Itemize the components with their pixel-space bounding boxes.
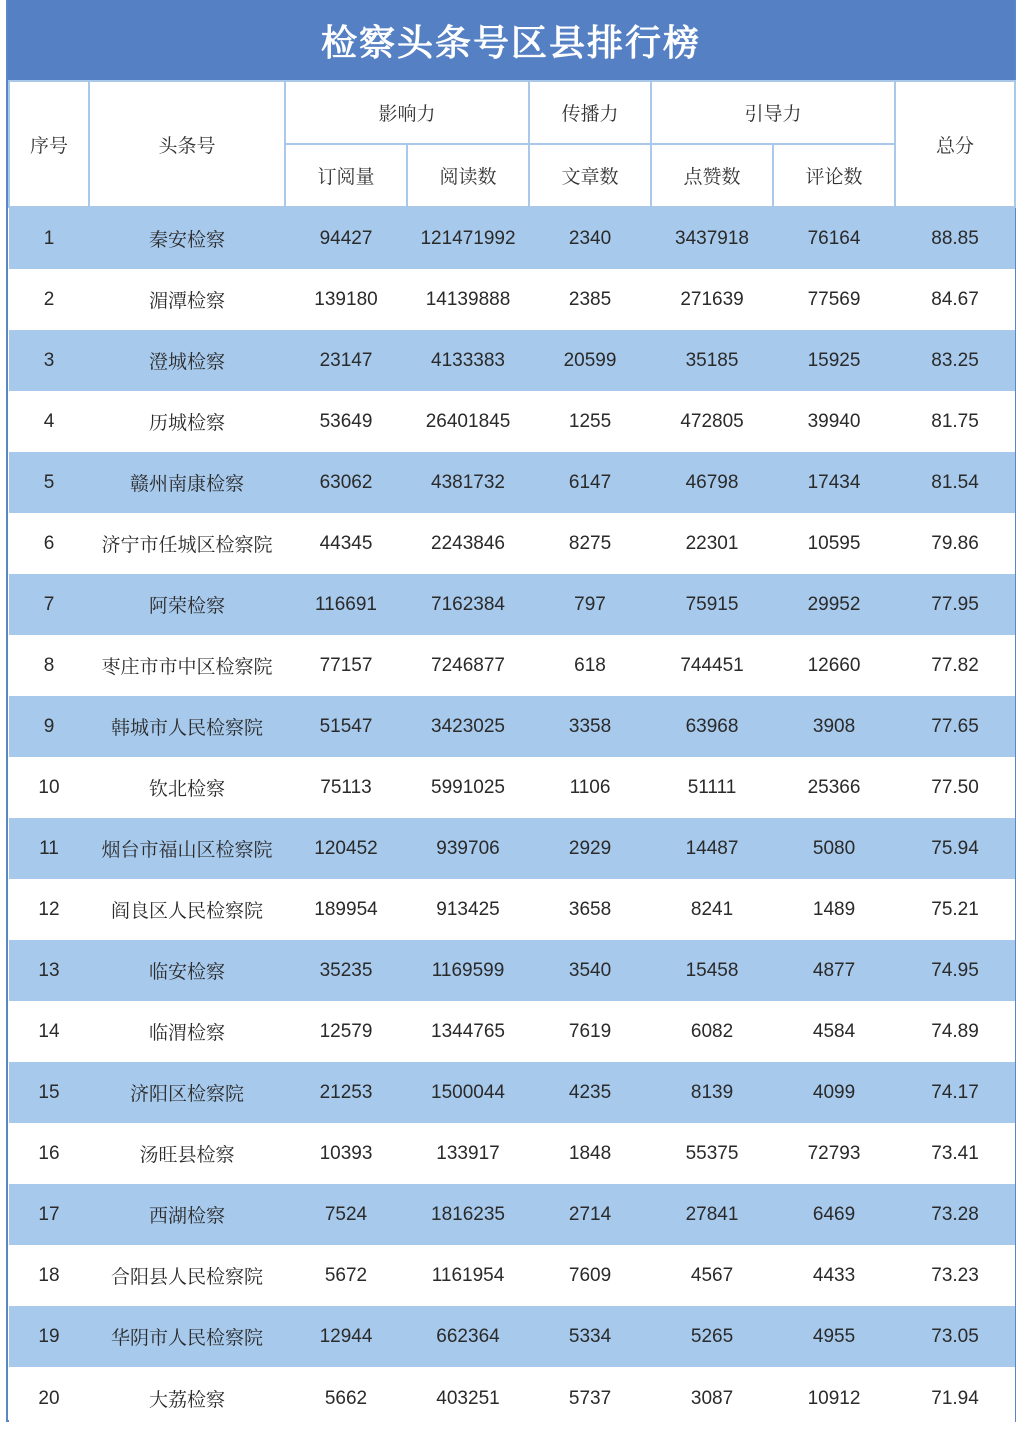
rank-cell: 6: [9, 513, 89, 574]
articles-cell: 1848: [529, 1123, 651, 1184]
articles-cell: 1106: [529, 757, 651, 818]
articles-cell: 7609: [529, 1245, 651, 1306]
total-score-cell: 83.25: [895, 330, 1015, 391]
account-name-cell: 临安检察: [89, 940, 285, 1001]
rank-cell: 18: [9, 1245, 89, 1306]
table-row: [9, 1306, 1015, 1367]
subscriptions-cell: 77157: [285, 635, 407, 696]
rank-cell: 2: [9, 269, 89, 330]
account-name-cell: 阿荣检察: [89, 574, 285, 635]
comments-cell: 6469: [773, 1184, 895, 1245]
subscriptions-cell: 120452: [285, 818, 407, 879]
header-comments: 评论数: [773, 144, 895, 207]
total-score-cell: 73.23: [895, 1245, 1015, 1306]
reads-cell: 1169599: [407, 940, 529, 1001]
table-row: [9, 452, 1015, 513]
subscriptions-cell: 5662: [285, 1367, 407, 1430]
header-likes: 点赞数: [651, 144, 773, 207]
likes-cell: 14487: [651, 818, 773, 879]
comments-cell: 12660: [773, 635, 895, 696]
account-name-cell: 西湖检察: [89, 1184, 285, 1245]
account-name-cell: 大荔检察: [89, 1367, 285, 1430]
subscriptions-cell: 7524: [285, 1184, 407, 1245]
rank-cell: 1: [9, 207, 89, 269]
table-row: [9, 696, 1015, 757]
rank-cell: 11: [9, 818, 89, 879]
account-name-cell: 烟台市福山区检察院: [89, 818, 285, 879]
comments-cell: 17434: [773, 452, 895, 513]
ranking-table: [8, 80, 1016, 1430]
reads-cell: 2243846: [407, 513, 529, 574]
subscriptions-cell: 63062: [285, 452, 407, 513]
account-name-cell: 汤旺县检察: [89, 1123, 285, 1184]
subscriptions-cell: 53649: [285, 391, 407, 452]
total-score-cell: 81.75: [895, 391, 1015, 452]
likes-cell: 6082: [651, 1001, 773, 1062]
comments-cell: 77569: [773, 269, 895, 330]
total-score-cell: 73.05: [895, 1306, 1015, 1367]
likes-cell: 4567: [651, 1245, 773, 1306]
reads-cell: 4133383: [407, 330, 529, 391]
header-subscriptions: 订阅量: [285, 144, 407, 207]
comments-cell: 4584: [773, 1001, 895, 1062]
reads-cell: 7162384: [407, 574, 529, 635]
reads-cell: 133917: [407, 1123, 529, 1184]
rank-cell: 7: [9, 574, 89, 635]
subscriptions-cell: 94427: [285, 207, 407, 269]
comments-cell: 72793: [773, 1123, 895, 1184]
total-score-cell: 75.21: [895, 879, 1015, 940]
reads-cell: 662364: [407, 1306, 529, 1367]
table-row: [9, 513, 1015, 574]
subscriptions-cell: 51547: [285, 696, 407, 757]
likes-cell: 5265: [651, 1306, 773, 1367]
subscriptions-cell: 189954: [285, 879, 407, 940]
subscriptions-cell: 35235: [285, 940, 407, 1001]
articles-cell: 3540: [529, 940, 651, 1001]
comments-cell: 39940: [773, 391, 895, 452]
total-score-cell: 74.17: [895, 1062, 1015, 1123]
subscriptions-cell: 139180: [285, 269, 407, 330]
likes-cell: 472805: [651, 391, 773, 452]
subscriptions-cell: 12579: [285, 1001, 407, 1062]
likes-cell: 3437918: [651, 207, 773, 269]
rank-cell: 17: [9, 1184, 89, 1245]
total-score-cell: 79.86: [895, 513, 1015, 574]
likes-cell: 63968: [651, 696, 773, 757]
account-name-cell: 阎良区人民检察院: [89, 879, 285, 940]
subscriptions-cell: 116691: [285, 574, 407, 635]
account-name-cell: 济阳区检察院: [89, 1062, 285, 1123]
header-guidance: 引导力: [651, 81, 895, 144]
articles-cell: 8275: [529, 513, 651, 574]
rank-cell: 9: [9, 696, 89, 757]
table-row: [9, 757, 1015, 818]
comments-cell: 15925: [773, 330, 895, 391]
account-name-cell: 赣州南康检察: [89, 452, 285, 513]
table-row: [9, 391, 1015, 452]
likes-cell: 27841: [651, 1184, 773, 1245]
account-name-cell: 秦安检察: [89, 207, 285, 269]
account-name-cell: 枣庄市市中区检察院: [89, 635, 285, 696]
table-row: [9, 1062, 1015, 1123]
comments-cell: 76164: [773, 207, 895, 269]
table-row: [9, 1367, 1015, 1430]
articles-cell: 2340: [529, 207, 651, 269]
comments-cell: 4433: [773, 1245, 895, 1306]
account-name-cell: 湄潭检察: [89, 269, 285, 330]
comments-cell: 29952: [773, 574, 895, 635]
reads-cell: 913425: [407, 879, 529, 940]
likes-cell: 271639: [651, 269, 773, 330]
table-row: [9, 574, 1015, 635]
table-body: [9, 207, 1015, 1430]
total-score-cell: 74.95: [895, 940, 1015, 1001]
header-articles: 文章数: [529, 144, 651, 207]
comments-cell: 25366: [773, 757, 895, 818]
header-name: 头条号: [89, 81, 285, 207]
subscriptions-cell: 5672: [285, 1245, 407, 1306]
reads-cell: 4381732: [407, 452, 529, 513]
subscriptions-cell: 23147: [285, 330, 407, 391]
articles-cell: 1255: [529, 391, 651, 452]
rank-cell: 3: [9, 330, 89, 391]
likes-cell: 46798: [651, 452, 773, 513]
total-score-cell: 88.85: [895, 207, 1015, 269]
reads-cell: 403251: [407, 1367, 529, 1430]
likes-cell: 744451: [651, 635, 773, 696]
comments-cell: 3908: [773, 696, 895, 757]
reads-cell: 14139888: [407, 269, 529, 330]
rank-cell: 15: [9, 1062, 89, 1123]
articles-cell: 3658: [529, 879, 651, 940]
account-name-cell: 临渭检察: [89, 1001, 285, 1062]
articles-cell: 4235: [529, 1062, 651, 1123]
total-score-cell: 81.54: [895, 452, 1015, 513]
account-name-cell: 韩城市人民检察院: [89, 696, 285, 757]
ranking-panel: [6, 0, 1016, 1422]
rank-cell: 14: [9, 1001, 89, 1062]
reads-cell: 7246877: [407, 635, 529, 696]
articles-cell: 797: [529, 574, 651, 635]
subscriptions-cell: 44345: [285, 513, 407, 574]
comments-cell: 4877: [773, 940, 895, 1001]
account-name-cell: 华阴市人民检察院: [89, 1306, 285, 1367]
likes-cell: 75915: [651, 574, 773, 635]
table-row: [9, 330, 1015, 391]
comments-cell: 1489: [773, 879, 895, 940]
likes-cell: 35185: [651, 330, 773, 391]
articles-cell: 2385: [529, 269, 651, 330]
likes-cell: 3087: [651, 1367, 773, 1430]
rank-cell: 16: [9, 1123, 89, 1184]
table-header: [9, 81, 1015, 207]
articles-cell: 5737: [529, 1367, 651, 1430]
table-row: [9, 1245, 1015, 1306]
comments-cell: 10912: [773, 1367, 895, 1430]
table-row: [9, 940, 1015, 1001]
subscriptions-cell: 75113: [285, 757, 407, 818]
comments-cell: 4099: [773, 1062, 895, 1123]
articles-cell: 5334: [529, 1306, 651, 1367]
table-row: [9, 269, 1015, 330]
account-name-cell: 钦北检察: [89, 757, 285, 818]
likes-cell: 51111: [651, 757, 773, 818]
total-score-cell: 73.41: [895, 1123, 1015, 1184]
reads-cell: 26401845: [407, 391, 529, 452]
rank-cell: 10: [9, 757, 89, 818]
rank-cell: 5: [9, 452, 89, 513]
subscriptions-cell: 12944: [285, 1306, 407, 1367]
comments-cell: 4955: [773, 1306, 895, 1367]
account-name-cell: 历城检察: [89, 391, 285, 452]
total-score-cell: 75.94: [895, 818, 1015, 879]
table-row: [9, 1184, 1015, 1245]
subscriptions-cell: 10393: [285, 1123, 407, 1184]
reads-cell: 1344765: [407, 1001, 529, 1062]
articles-cell: 3358: [529, 696, 651, 757]
articles-cell: 6147: [529, 452, 651, 513]
rank-cell: 13: [9, 940, 89, 1001]
total-score-cell: 74.89: [895, 1001, 1015, 1062]
reads-cell: 939706: [407, 818, 529, 879]
header-influence: 影响力: [285, 81, 529, 144]
total-score-cell: 77.50: [895, 757, 1015, 818]
header-no: 序号: [9, 81, 89, 207]
table-row: [9, 1001, 1015, 1062]
rank-cell: 8: [9, 635, 89, 696]
articles-cell: 2929: [529, 818, 651, 879]
title-bar: [8, 0, 1014, 80]
articles-cell: 2714: [529, 1184, 651, 1245]
reads-cell: 121471992: [407, 207, 529, 269]
comments-cell: 5080: [773, 818, 895, 879]
likes-cell: 8241: [651, 879, 773, 940]
header-total: 总分: [895, 81, 1015, 207]
rank-cell: 12: [9, 879, 89, 940]
likes-cell: 55375: [651, 1123, 773, 1184]
likes-cell: 22301: [651, 513, 773, 574]
subscriptions-cell: 21253: [285, 1062, 407, 1123]
total-score-cell: 73.28: [895, 1184, 1015, 1245]
page-title: 检察头条号区县排行榜: [320, 22, 701, 64]
rank-cell: 19: [9, 1306, 89, 1367]
reads-cell: 1161954: [407, 1245, 529, 1306]
rank-cell: 20: [9, 1367, 89, 1430]
reads-cell: 1816235: [407, 1184, 529, 1245]
account-name-cell: 合阳县人民检察院: [89, 1245, 285, 1306]
reads-cell: 3423025: [407, 696, 529, 757]
comments-cell: 10595: [773, 513, 895, 574]
table-row: [9, 207, 1015, 269]
total-score-cell: 77.65: [895, 696, 1015, 757]
total-score-cell: 71.94: [895, 1367, 1015, 1430]
articles-cell: 618: [529, 635, 651, 696]
header-reads: 阅读数: [407, 144, 529, 207]
total-score-cell: 77.95: [895, 574, 1015, 635]
total-score-cell: 84.67: [895, 269, 1015, 330]
likes-cell: 8139: [651, 1062, 773, 1123]
header-spread: 传播力: [529, 81, 651, 144]
table-row: [9, 635, 1015, 696]
table-row: [9, 879, 1015, 940]
account-name-cell: 济宁市任城区检察院: [89, 513, 285, 574]
account-name-cell: 澄城检察: [89, 330, 285, 391]
reads-cell: 5991025: [407, 757, 529, 818]
likes-cell: 15458: [651, 940, 773, 1001]
rank-cell: 4: [9, 391, 89, 452]
table-row: [9, 818, 1015, 879]
table-row: [9, 1123, 1015, 1184]
reads-cell: 1500044: [407, 1062, 529, 1123]
total-score-cell: 77.82: [895, 635, 1015, 696]
articles-cell: 20599: [529, 330, 651, 391]
articles-cell: 7619: [529, 1001, 651, 1062]
